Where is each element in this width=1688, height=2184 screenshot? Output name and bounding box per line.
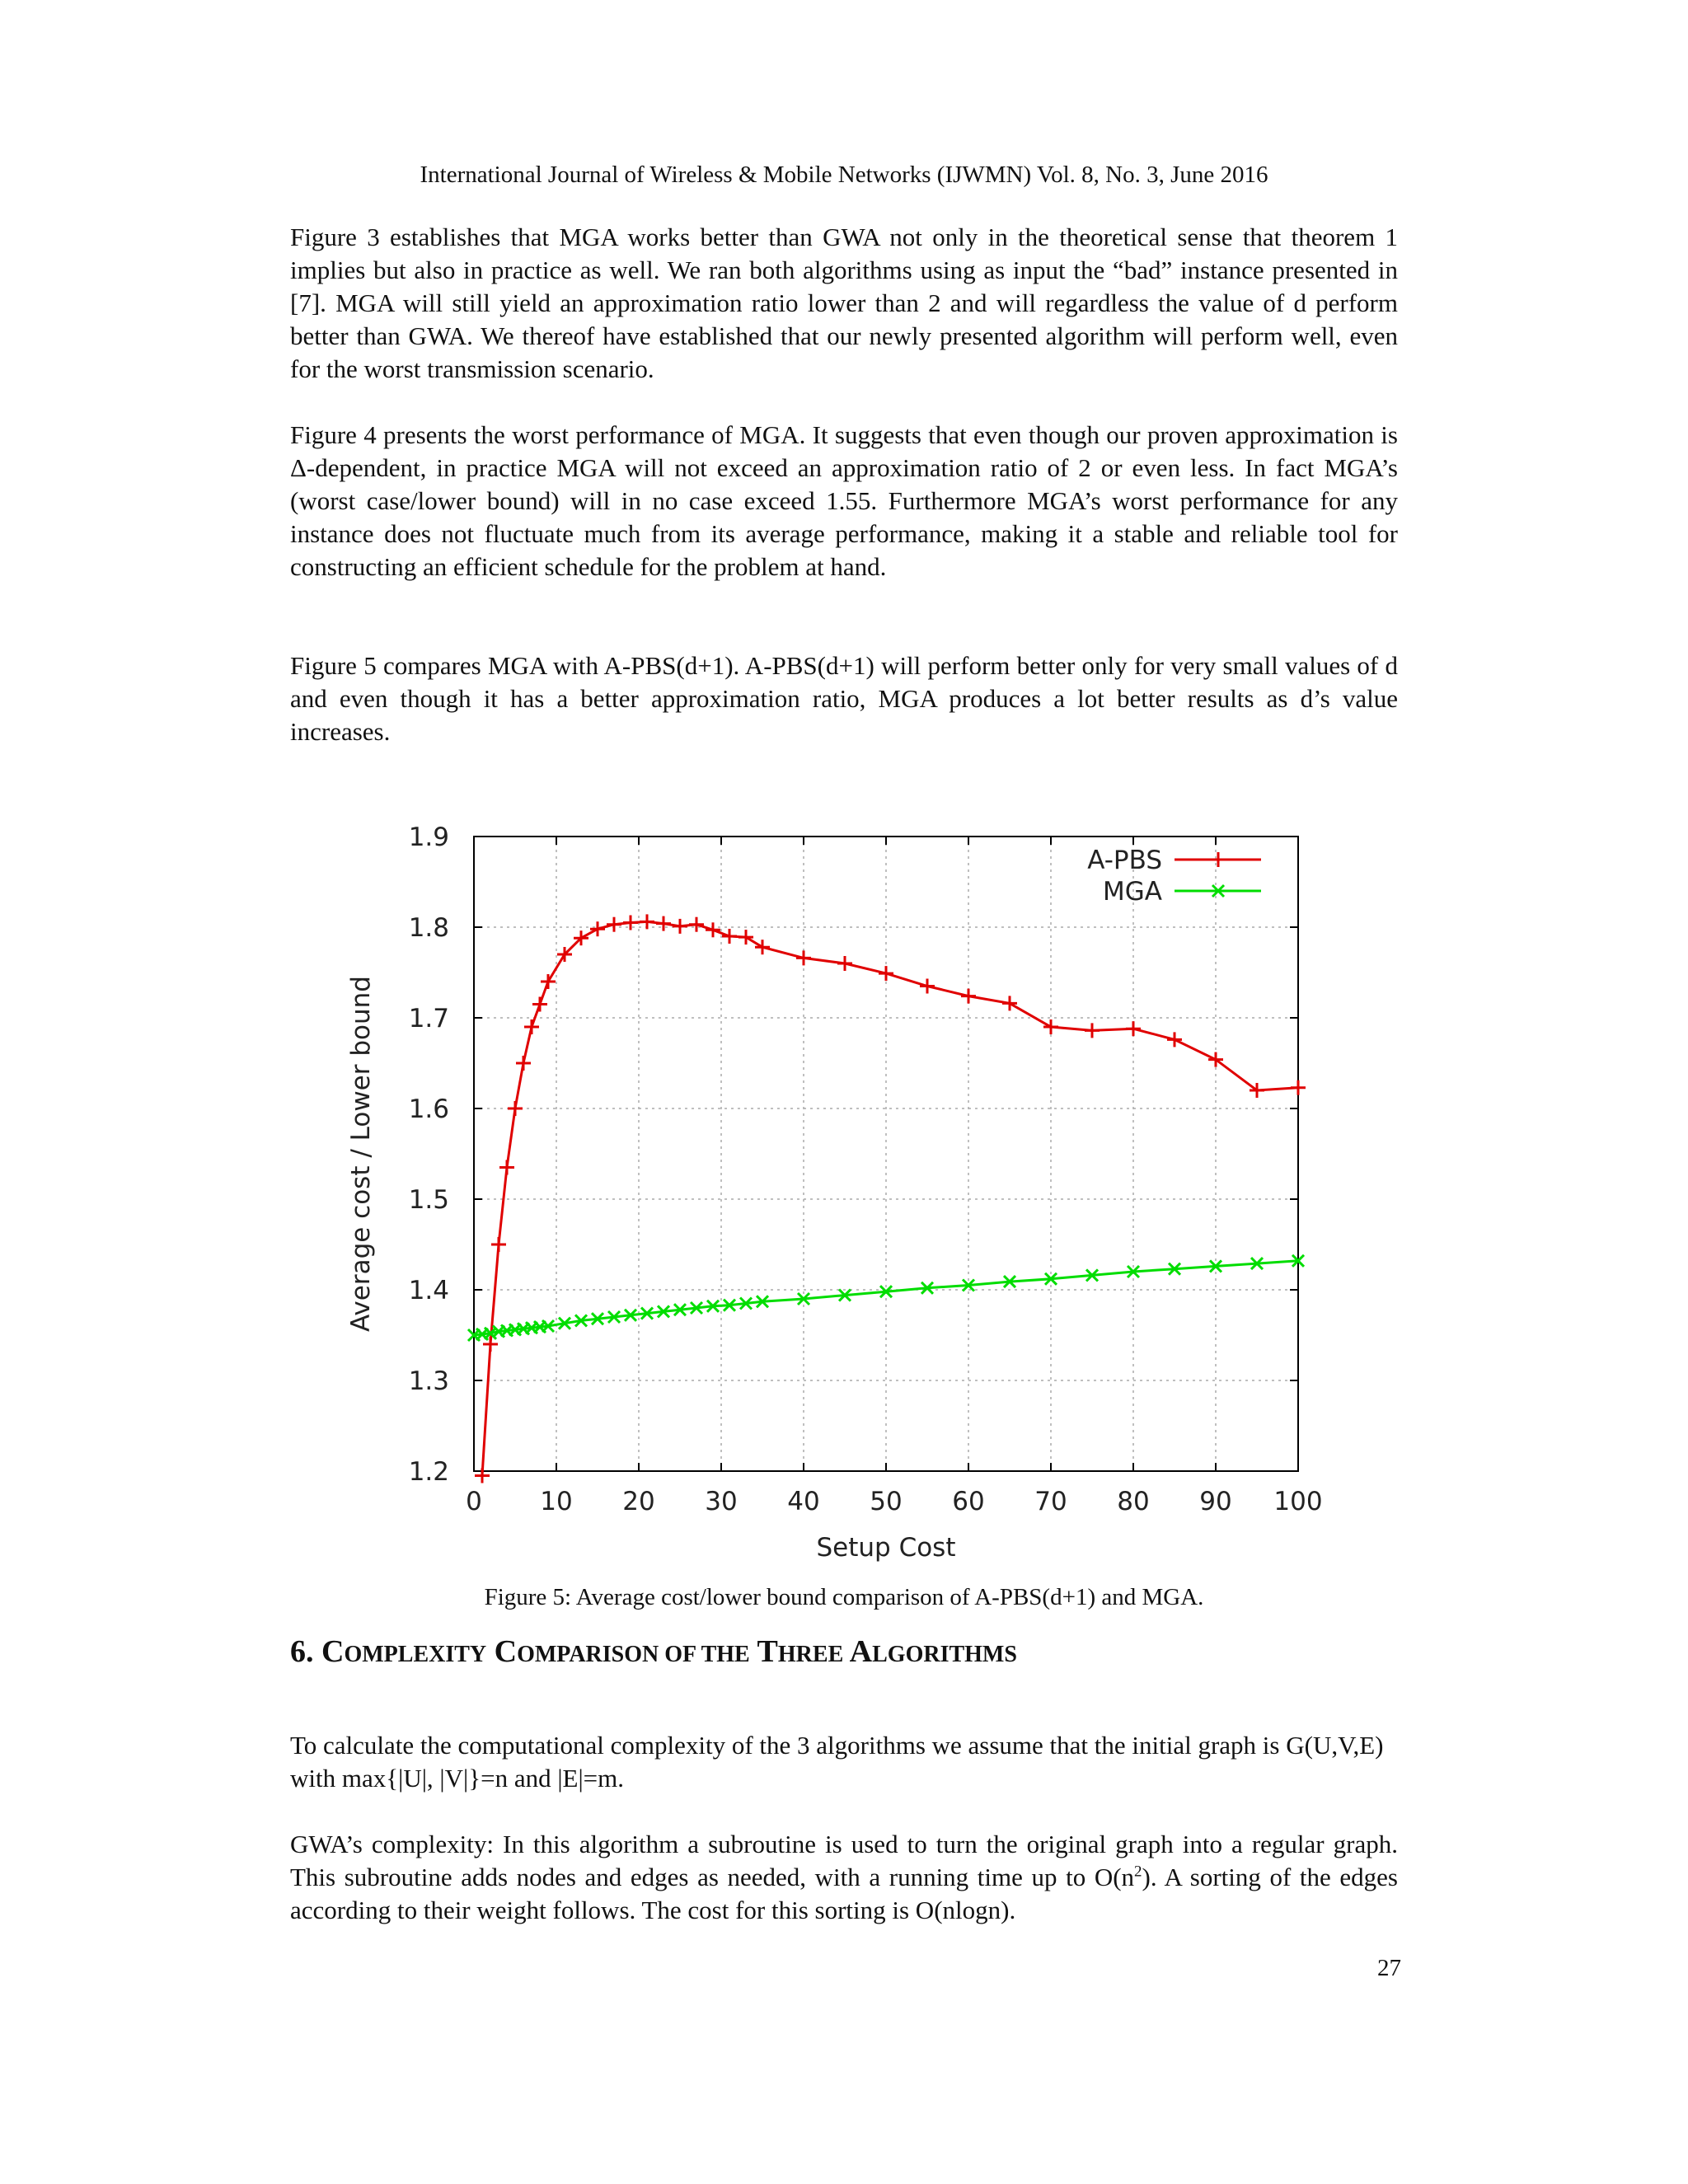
x-tick-label: 50 [870,1487,903,1516]
heading-smallcaps: HREE [777,1642,844,1667]
heading-initial: C [494,1634,518,1669]
y-tick-label: 1.3 [408,1366,449,1396]
y-tick-label: 1.2 [408,1457,449,1487]
series-mga [468,1255,1304,1341]
heading-initial: T [757,1634,778,1669]
y-axis-label: Average cost / Lower bound [346,976,376,1332]
legend-label: A-PBS [1087,846,1162,875]
x-tick-label: 40 [787,1487,820,1516]
axis-ticks [409,823,1323,1516]
y-tick-label: 1.8 [408,913,449,943]
y-tick-label: 1.5 [408,1185,449,1215]
x-axis-label: Setup Cost [816,1533,956,1563]
x-tick-label: 30 [705,1487,738,1516]
y-tick-label: 1.9 [408,823,449,852]
paragraph-figure-5: Figure 5 compares MGA with A-PBS(d+1). A-PBS(d+1) will perform better only for very small values of d and even though it has a better approximation ratio, MGA produces a lot better results as d’s value increases. [290,651,1398,746]
x-tick-label: 20 [622,1487,655,1516]
y-tick-label: 1.6 [408,1094,449,1124]
x-tick-label: 10 [540,1487,573,1516]
y-tick-label: 1.4 [408,1276,449,1305]
figure-caption: Figure 5: Average cost/lower bound comparison of A-PBS(d+1) and MGA. [484,1584,1204,1610]
heading-initial: A [849,1634,873,1669]
x-tick-label: 80 [1117,1487,1150,1516]
paragraph-figure-4: Figure 4 presents the worst performance of MGA. It suggests that even though our proven approximation is Δ-dependent, in practice MGA will not exceed an approximation ratio of 2 or even less. In fact MGA’s (worst case/lower bound) will in no case exceed 1.55. Furthermore MGA’s worst performance for any instance does not fluctuate much from its average performance, making it a stable and reliable tool for constructing an efficient schedule for the problem at hand. [290,420,1398,581]
legend [1087,846,1261,907]
x-tick-label: 70 [1034,1487,1067,1516]
legend-label: MGA [1103,877,1162,907]
superscript: 2 [1134,1863,1142,1881]
gwa-text-end: ). A sorting of the edges according to their weight follows. The cost for this sorting is O(nlogn). [290,1863,1398,1924]
x-tick-label: 90 [1199,1487,1232,1516]
x-tick-label: 100 [1273,1487,1323,1516]
heading-smallcaps: OMPARISON OF THE [517,1642,750,1667]
paragraph-figure-3: Figure 3 establishes that MGA works better than GWA not only in the theoretical sense that theorem 1 implies but also in practice as well. We ran both algorithms using as input the “bad” instance presented in [7]. MGA will still yield an approximation ratio lower than 2 and will regardless the value of d perform better than GWA. We thereof have established that our newly presented algorithm will perform well, even for the worst transmission scenario. [290,223,1398,383]
journal-header: International Journal of Wireless & Mobile Networks (IJWMN) Vol. 8, No. 3, June 2016 [420,162,1268,188]
figure-5-chart [330,812,1352,1582]
heading-initial: C [321,1634,345,1669]
paragraph-gwa-complexity [290,1828,1398,1927]
paragraph-complexity-intro: To calculate the computational complexity of the 3 algorithms we assume that the initial graph is G(U,V,E) with max{|U|, |V|}=n and |E|=m. [290,1731,1384,1793]
gwa-text-start: GWA’s complexity: In this algorithm a subroutine is used to turn the original graph into a regular graph. This subroutine adds nodes and edges as needed, with a running time up to O(n [290,1830,1398,1891]
y-tick-label: 1.7 [408,1004,449,1033]
heading-smallcaps: OMPLEXITY [344,1642,487,1667]
section-number: 6. [290,1634,321,1669]
section-heading [290,1633,1017,1670]
heading-smallcaps: LGORITHMS [872,1642,1017,1667]
x-tick-label: 60 [952,1487,985,1516]
page-number: 27 [1377,1955,1401,1981]
x-tick-label: 0 [466,1487,482,1516]
